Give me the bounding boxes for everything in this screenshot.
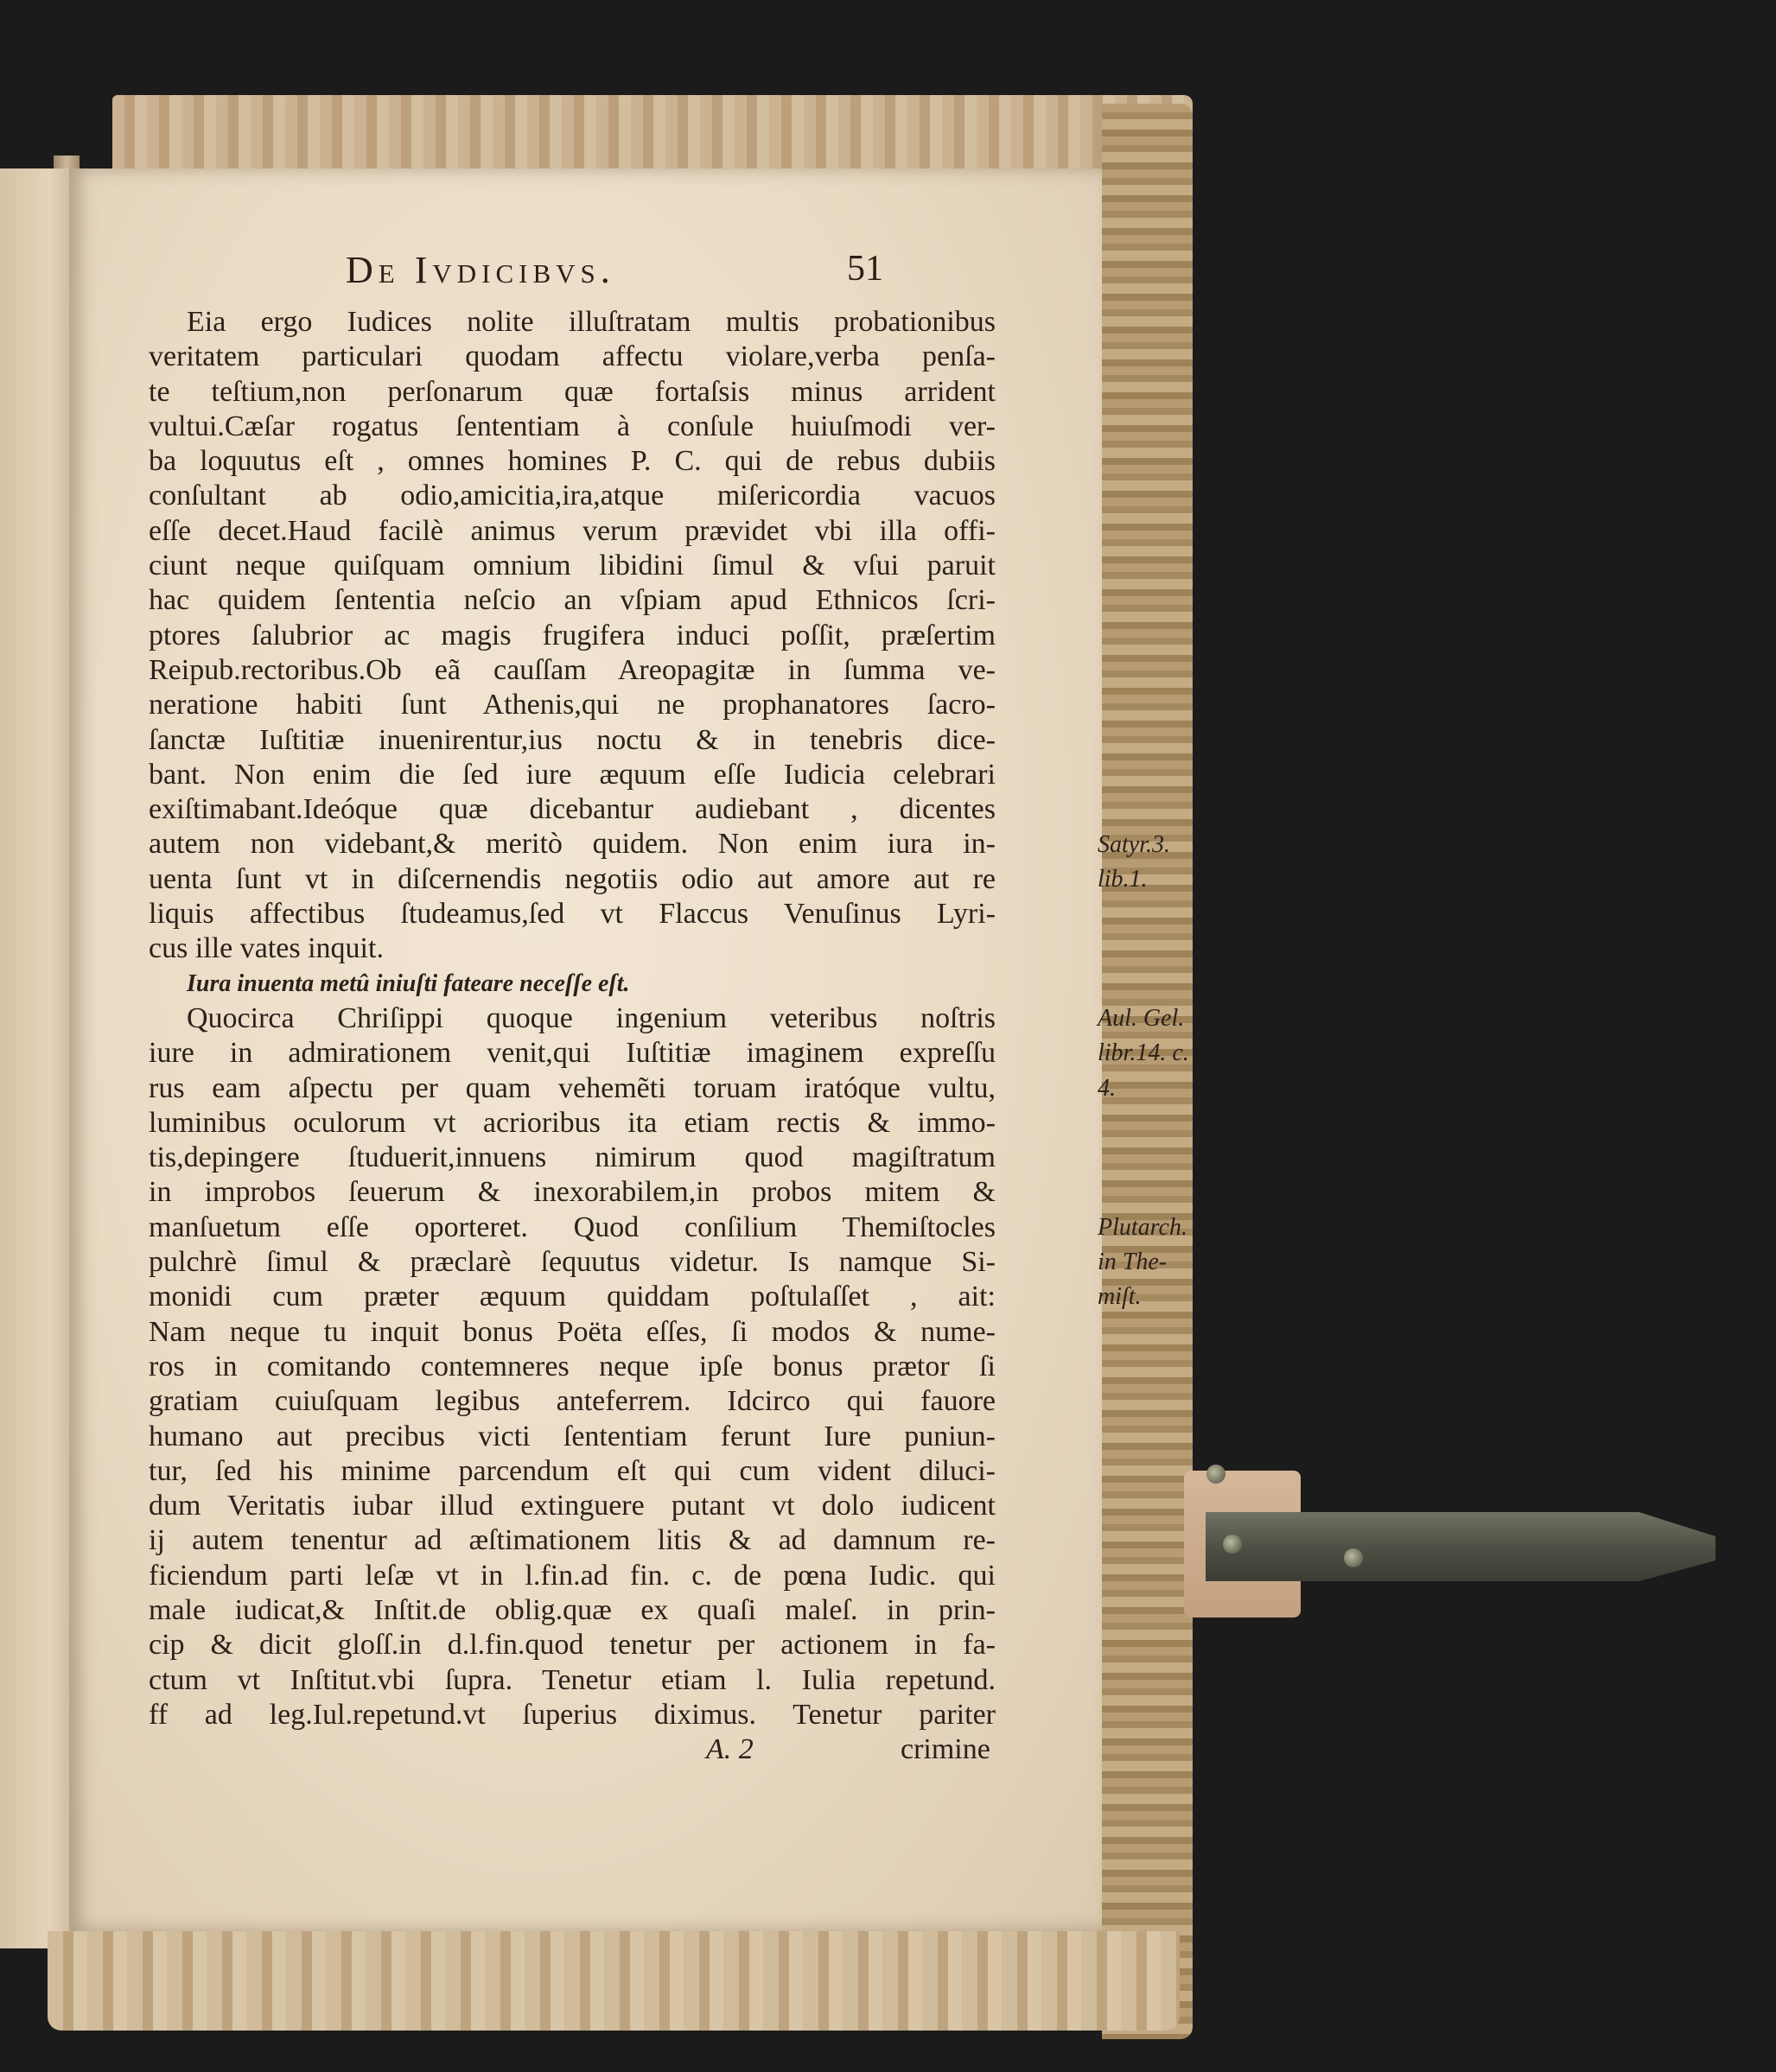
text-line: humano aut precibus victi ſententiam ferunt Iure puniun-: [149, 1420, 996, 1452]
text-line: iure in admirationem venit,qui Iuſtitiæ imaginem expreſſu: [149, 1037, 996, 1070]
verse-quotation: Iura inuenta metû iniuſti fateare neceſſe eſt.: [187, 969, 630, 997]
text-line: conſultant ab odio,amicitia,ira,atque miſericordia vacuos: [149, 480, 996, 512]
text-line: in improbos ſeuerum & inexorabilem,in probos mitem &: [149, 1176, 996, 1209]
text-line: Nam neque tu inquit bonus Poëta eſſes, ſi modos & nume-: [149, 1315, 996, 1348]
text-line: tur, ſed his minime parcendum eſt qui cum vident diluci-: [149, 1454, 996, 1487]
text-line: rus eam aſpectu per quam vehemẽti toruam iratóque vultu,: [149, 1071, 996, 1104]
margin-note: in The-: [1098, 1249, 1168, 1276]
text-line: luminibus oculorum vt acrioribus ita etiam rectis & immo-: [149, 1106, 996, 1139]
clasp-rivet: [1223, 1535, 1242, 1554]
running-head: De Ivdicibvs.: [346, 249, 615, 291]
text-line: ros in comitando contemneres neque ipſe bonus prætor ſi: [149, 1350, 996, 1382]
text-line: cip & dicit gloſſ.in d.l.fin.quod tenetur per actionem in fa-: [149, 1629, 996, 1662]
text-line: pulchrè ſimul & præclarè ſequutus videtur. Is namque Si-: [149, 1246, 996, 1279]
text-line: tis,depingere ſtuduerit,innuens nimirum quod magiſtratum: [149, 1141, 996, 1174]
text-line: exiſtimabant.Ideóque quæ dicebantur audiebant , dicentes: [149, 793, 996, 826]
text-line: manſuetum eſſe oporteret. Quod conſilium Themiſtocles: [149, 1211, 996, 1243]
clasp-rivet: [1344, 1548, 1363, 1567]
margin-note: 4.: [1098, 1074, 1116, 1102]
text-line: autem non videbant,& meritò quidem. Non enim iura in-: [149, 828, 996, 861]
text-line: bant. Non enim die ſed iure æquum eſſe Iudicia celebrari: [149, 758, 996, 791]
text-line: hac quidem ſententia neſcio an vſpiam apud Ethnicos ſcri-: [149, 584, 996, 617]
clasp-rivet: [1206, 1465, 1225, 1484]
text-line: veritatem particulari quodam affectu violare,verba penſa-: [149, 340, 996, 373]
text-line: gratiam cuiuſquam legibus anteferrem. Idcirco qui fauore: [149, 1385, 996, 1418]
page-number: 51: [847, 249, 883, 289]
text-line: dum Veritatis iubar illud extinguere putant vt dolo iudicent: [149, 1490, 996, 1522]
page-header: [69, 248, 933, 300]
text-line: Reipub.rectoribus.Ob eã cauſſam Areopagitæ in ſumma ve-: [149, 653, 996, 686]
margin-note: libr.14. c.: [1098, 1039, 1189, 1067]
text-line: ba loquutus eſt , omnes homines P. C. qui de rebus dubiis: [149, 445, 996, 478]
text-line: Quocirca Chriſippi quoque ingenium veteribus noſtris: [187, 1001, 996, 1034]
margin-note: lib.1.: [1098, 865, 1148, 893]
text-line: monidi cum præter æquum quiddam poſtulaſſet , ait:: [149, 1281, 996, 1313]
margin-note: miſt.: [1098, 1283, 1142, 1311]
text-line: ſanctæ Iuſtitiæ inuenirentur,ius noctu & in tenebris dice-: [149, 723, 996, 756]
text-line: uenta ſunt vt in diſcernendis negotiis odio aut amore aut re: [149, 862, 996, 895]
text-line: neratione habiti ſunt Athenis,qui ne prophanatores ſacro-: [149, 689, 996, 721]
text-line: male iudicat,& Inſtit.de oblig.quæ ex quaſi maleſ. in prin-: [149, 1593, 996, 1626]
body-text: [149, 305, 1189, 1767]
margin-note: Satyr.3.: [1098, 830, 1170, 858]
text-line: ij autem tenentur ad æſtimationem litis & ad damnum re-: [149, 1524, 996, 1557]
metal-clasp: [1206, 1512, 1716, 1581]
cover-bottom-edge: [48, 1931, 1180, 2031]
text-line: liquis affectibus ſtudeamus,ſed vt Flaccus Venuſinus Lyri-: [149, 898, 996, 931]
text-line: vultui.Cæſar rogatus ſententiam à conſule huiuſmodi ver-: [149, 410, 996, 442]
text-line: Eia ergo Iudices nolite illuſtratam multis probationibus: [187, 306, 996, 338]
signature-line: [149, 1732, 996, 1767]
text-line: eſſe decet.Haud facilè animus verum prævidet vbi illa offi-: [149, 514, 996, 547]
margin-note: Plutarch.: [1098, 1213, 1187, 1241]
text-line: ctum vt Inſtitut.vbi ſupra. Tenetur etiam l. Iulia repetund.: [149, 1663, 996, 1696]
text-line: te teſtium,non perſonarum quæ fortaſsis minus arrident: [149, 375, 996, 408]
cover-top-edge: [112, 95, 1193, 177]
signature-mark: A. 2: [706, 1733, 754, 1766]
text-line: ciunt neque quiſquam omnium libidini ſimul & vſui paruit: [149, 550, 996, 582]
book-page: [69, 168, 1189, 1931]
text-line: ff ad leg.Iul.repetund.vt ſuperius diximus. Tenetur pariter: [149, 1698, 996, 1731]
text-line: ficiendum parti leſæ vt in l.fin.ad fin. c. de pœna Iudic. qui: [149, 1559, 996, 1592]
margin-note: Aul. Gel.: [1098, 1005, 1185, 1032]
catchword: crimine: [901, 1733, 990, 1766]
text-line: cus ille vates inquit.: [149, 932, 384, 965]
text-line: ptores ſalubrior ac magis frugifera induci poſſit, præſertim: [149, 619, 996, 651]
